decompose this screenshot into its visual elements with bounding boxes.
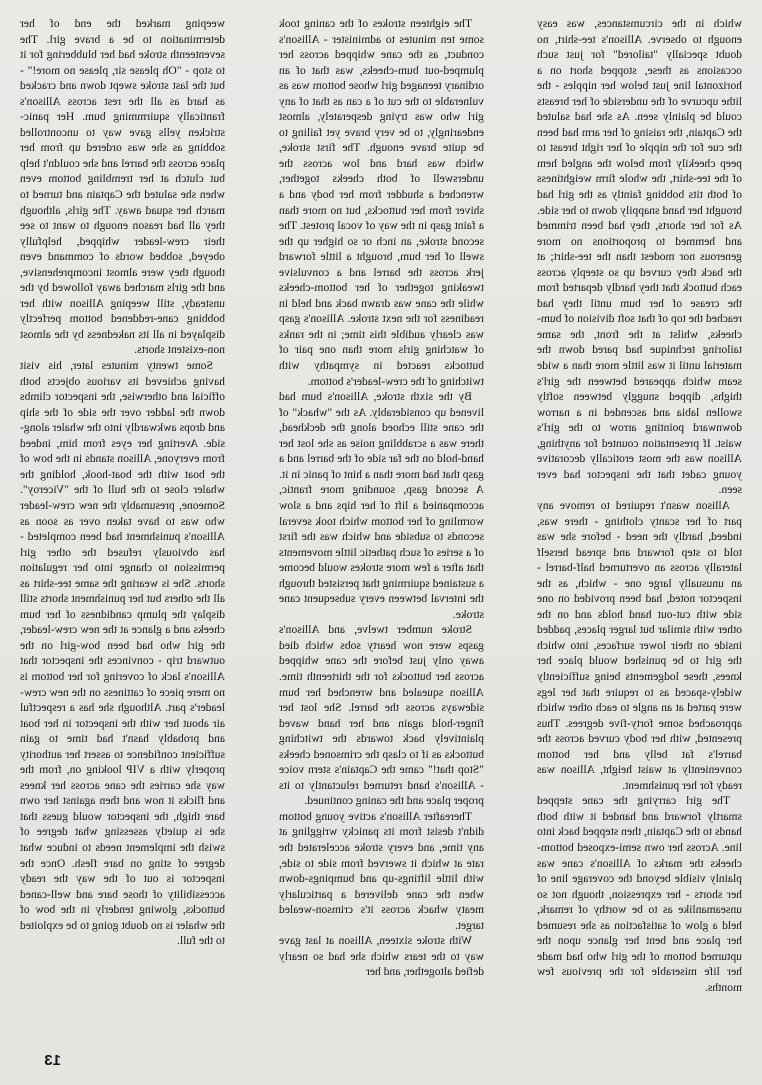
paragraph: Some twenty minutes later, his visit having achieved its various objects both official and otherwise, the inspector climbs down the ladder over the side of the ship and drops awkwardly into the whaler along-side. Averting her eyes from him, indeed from everyone, Allison stands in the bow of the boat with the boat-hook, holding the whaler close to the hull of the "Viceroy". Someone, presumably the new crew-leader who was to have taken over as soon as Allison's punishment had been completed - has obviously refused the other girl permission to change into her regulation shorts. She is wearing the same tee-shirt as all the others but her punishment shorts still display the plump candidness of her bum cheeks and a glance at the new crew-leader, the girl who had been bow-girl on the outward trip - convinces the inspector that Allison's lack of covering for her bottom is no mere piece of cattiness on the new crew-leader's part. Although she has a respectful air about her with the inspector in her boat and probably hasn't had time to gain sufficient confidence to assert her authority properly with a VIP looking on, from the way she carries the cane across her knees and flicks it now and then against her own bare thigh, the inspector would guess that she is quietly assessing what degree of swish the implement needs to induce what degree of sting on bare flesh. Once the inspector is out of the way the ready accessibility of those bare and well-caned buttocks, glowing tenderly in the bow of the whaler is no doubt going to be exploited to the full. [20,359,225,948]
paragraph: Stroke number twelve, and Allison's gasps were now hearty sobs which died away only just before the cane whipped across her buttocks for the thirteenth time. Allison squealed and wrenched her bum sideways across the barrel. She lost her finger-hold again and her hand waved plaintively back towards the twitching buttocks as if to clasp the crimsoned cheeks "Stop that!" came the Captain's stern voice - Allison's hand returned reluctantly to its proper place and the caning continued. [279,623,484,808]
paragraph: weeping marked the end of her determination to be a brave girl. The seventeenth stroke had her blubbering for it to stop - "Oh please sir, please no more!" - but the last stroke swept down and cracked as hard as all the rest across Allison's frantically squirmming bum. Her panic-stricken yells gave way to uncontrolled sobbing as she was ordered up from her place across the barrel and she couldn't help but clutch at her trembling bottom even when she saluted the Captain and turned to march her squad away. The girls, although they all had reason enough to want to see their crew-leader whipped, helpfully obeyed, sobbed words of command even though they were almost incomprehensive, and the girls marched away followed by the unsteady, still weeping Allison with her bobbing cane-reddened bottom perfectly displayed in all its nakedness by the almost non-existent shorts. [20,17,225,357]
paragraph: which in the circumstances, was easy enough to observe. Allison's tee-shirt, no doubt specially "tailored" for just such occasions as these, stopped short on a horizontal line just below her nipples - the lithe upcurve of the underside of her breasts could be plainly seen. As she had saluted the Captain, the raising of her arm had been the cue for the nipple of her right breast to peep cheekily from below the angled hem of the tee-shirt, the whole firm weightiness of both tits bobbing faintly as the girl had brought her hand snappily down to her side. As for her shorts, they had been trimmed and hemmed to proportions no more generous nor modest than the tee-shirt; at the back they curved up so steeply across each buttock that they hardly departed from the crease of her bum until they had reached the top of that soft division of bum-cheeks, whilst at the front, the same tailoring technique had pared down the material until it was little more than a wide seam which appeared between the girl's thighs, dipped snuggly between softly swollen labia and ascended in a narrow downward pointing arrow to the girl's waist. If presentation counted for anything, Allison was the most erotically decorative young cadet that the inspector had ever seen. [537,17,742,497]
page-number: 13 [44,1052,61,1069]
paragraph: Allison wasn't required to remove any part of her scanty clothing - there was, indeed, hardly the need - before she was told to step forward and spread herself laterally across an overturned half-barrel - an unusually large one - which, as the inspector noted, had been provided on one side with cut-out hand holds and on the other with similar but larger places, padded inside on their lower surfaces, into which the girl to be punished would place her knees, these lodgements being sufficiently widely-spaced as to require that her legs were parted at an angle to each other which approached some forty-five degrees. Thus presented, with her body curved across the barrel's fat belly and her bottom conveniently at waist height, Allison was ready for her punishment. [537,498,742,792]
text-column-3 [20,16,225,1056]
paragraph: The girl carrying the cane stepped smartly forward and handed it with both hands to the Captain, then stepped back into line. Across her own semi-exposed bottom-cheeks the marks of Allison's cane was plainly visible beyond the coverage line of her shorts - her expression, though not so unseamanlike as to be worthy of remark, held a glow of satisfaction as she resumed her place and bent her glance upon the upturned bottom of the girl who had made her life miserable for the previous few months. [537,794,742,994]
text-column-2 [279,16,484,1056]
paragraph: By the sixth stroke, Allison's bum had livened up considerably. As the "whack" of the cane still echoed along the deckhead, there was a scrabbling noise as she lost her hand-hold on the far side of the barrel and a gasp that had more than a hint of panic in it. A second gasp, sounding more frantic, accompanied a lift of her hips and a slow wormling of her bottom which took several seconds to subside and which was the first of a series of such pathetic little movements that after a few more strokes would become a sustained squirming that persisted through the interval between every subsequent cane stroke. [279,390,484,621]
text-column-1 [537,16,742,1056]
paragraph: Thereafter Allison's active young bottom didn't desist from its panicky wriggling at any time, and every stroke accelerated the rate at which it swerved from side to side, with little liftings-up and bumpings-down when the cane delivered a particularly meaty whack across it's crimson-wealed target. [279,809,484,932]
paragraph: The eighteen strokes of the caning took some ten minutes to administer - Allison's conduct, as the cane whipped across her plumped-out bum-cheeks, was that of an ordinary teenaged girl whose bottom was as vulnerable to the cut of a can as that of any girl who was trying desperately, almost endearingly, to be very brave yet failing to be quite brave enough. The first stroke, which was hard and low across the underswell of both cheeks together, wrenched a shudder from her body and a shiver from her buttocks, but no more than a faint gasp in the way of vocal protest. The second stroke, an inch or so higher up the swell of her bum, brought a little forward jerk across the barrel and a convulsive tweaking together of her bottom-cheeks while the cane was drawn back and held in readiness for the next stroke. Allison's gasp was clearly audible this time; in the ranks of watching girls more than one pair of buttocks reacted in sympathy with twitching of the crew-leader's bottom. [279,17,484,388]
paragraph: With stroke sixteen, Allison at last gave way to the tears which she had so nearly defied altogether, and her [279,934,484,979]
